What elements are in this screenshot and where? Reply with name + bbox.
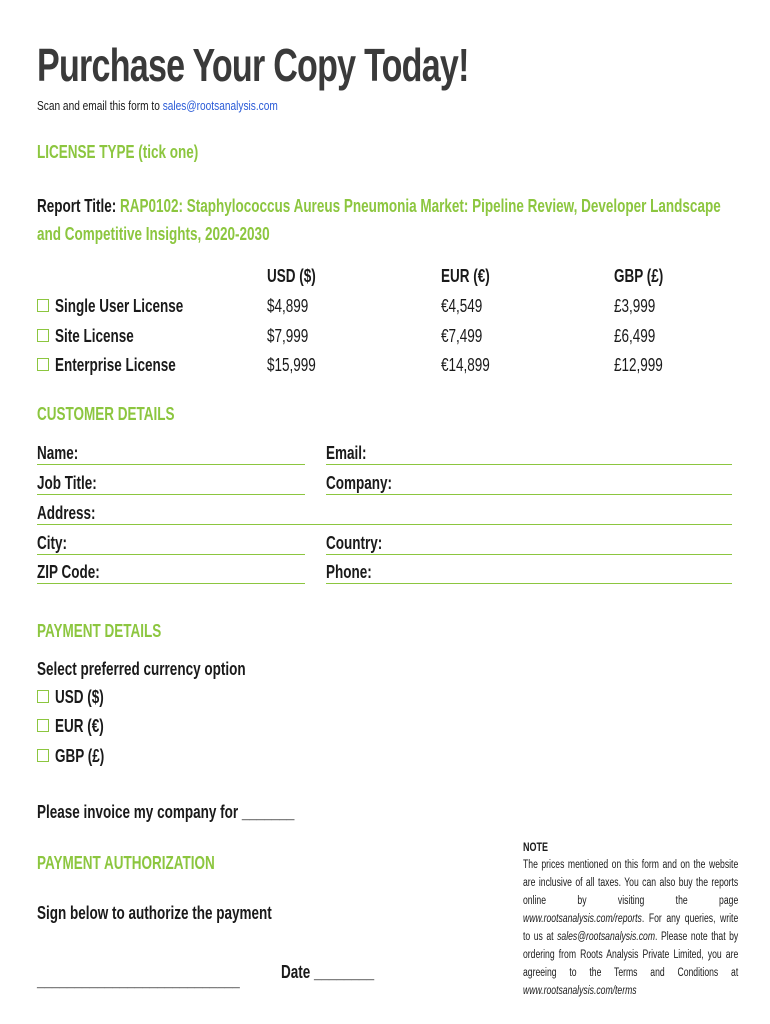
country-field[interactable]: [326, 554, 732, 555]
price-site-usd: $7,999: [267, 326, 309, 346]
price-enterprise-gbp: £12,999: [614, 355, 663, 375]
price-single-gbp: £3,999: [614, 296, 656, 316]
price-single-usd: $4,899: [267, 296, 309, 316]
company-label: Company:: [326, 473, 393, 493]
phone-label: Phone:: [326, 562, 372, 582]
terms-link[interactable]: www.rootsanalysis.com/terms: [523, 985, 637, 997]
license-section-title: LICENSE TYPE (tick one): [37, 142, 199, 162]
license-row-single[interactable]: Single User License: [37, 296, 226, 324]
checkbox-site-license[interactable]: [37, 329, 49, 342]
city-field[interactable]: [37, 554, 305, 555]
col-usd-header: USD ($): [267, 266, 316, 286]
city-label: City:: [37, 533, 67, 553]
address-label: Address:: [37, 503, 96, 523]
currency-option-eur[interactable]: EUR (€): [37, 716, 120, 737]
email-field[interactable]: [326, 464, 732, 465]
zip-label: ZIP Code:: [37, 562, 100, 582]
checkbox-gbp[interactable]: [37, 749, 49, 762]
note-email-link[interactable]: sales@rootsanalysis.com: [557, 931, 656, 943]
authorization-section-title: PAYMENT AUTHORIZATION: [37, 853, 215, 873]
license-row-enterprise[interactable]: Enterprise License: [37, 355, 216, 383]
sign-instruction: Sign below to authorize the payment: [37, 903, 272, 923]
date-field[interactable]: Date ________: [281, 962, 375, 982]
note-box: [523, 838, 738, 1000]
reports-link[interactable]: www.rootsanalysis.com/reports: [523, 913, 642, 925]
zip-field[interactable]: [37, 583, 305, 584]
address-field[interactable]: [37, 524, 732, 525]
name-field[interactable]: [37, 464, 305, 465]
email-label: Email:: [326, 443, 367, 463]
company-field[interactable]: [326, 494, 732, 495]
sales-email-link[interactable]: sales@rootsanalysis.com: [162, 98, 278, 113]
price-site-eur: €7,499: [441, 326, 483, 346]
invoice-text: Please invoice my company for _______: [37, 802, 295, 822]
phone-field[interactable]: [326, 583, 732, 584]
currency-option-gbp[interactable]: GBP (£): [37, 746, 121, 767]
price-enterprise-eur: €14,899: [441, 355, 490, 375]
payment-section-title: PAYMENT DETAILS: [37, 621, 162, 641]
col-eur-header: EUR (€): [441, 266, 490, 286]
note-text: The prices mentioned on this form and on the website are inclusive of all taxes. You can also buy the reports online by visiting the page www.rootsanalysis.com/reports. For any queries, write to us at sales@rootsanalysis.com. Please note that by ordering from Roots Analysis Private Limited, you are agreeing to the Terms and Conditions at www.rootsanalysis.com/terms: [523, 859, 739, 997]
price-enterprise-usd: $15,999: [267, 355, 316, 375]
page-subtitle: Scan and email this form to sales@rootsanalysis.com: [37, 98, 278, 113]
customer-section-title: CUSTOMER DETAILS: [37, 404, 175, 424]
name-label: Name:: [37, 443, 79, 463]
price-single-eur: €4,549: [441, 296, 483, 316]
note-title: NOTE: [523, 840, 549, 854]
signature-line[interactable]: ___________________________: [37, 970, 240, 990]
checkbox-usd[interactable]: [37, 690, 49, 703]
currency-prompt: Select preferred currency option: [37, 659, 246, 679]
country-label: Country:: [326, 533, 383, 553]
price-site-gbp: £6,499: [614, 326, 656, 346]
col-gbp-header: GBP (£): [614, 266, 664, 286]
job-title-label: Job Title:: [37, 473, 97, 493]
checkbox-single-user-license[interactable]: [37, 299, 49, 312]
report-title: Report Title: RAP0102: Staphylococcus Aureus Pneumonia Market: Pipeline Review, Developer Landscape and Competitive Insights, 2020-2030: [37, 196, 721, 244]
page-title: Purchase Your Copy Today!: [37, 39, 469, 91]
checkbox-eur[interactable]: [37, 719, 49, 732]
job-title-field[interactable]: [37, 494, 305, 495]
checkbox-enterprise-license[interactable]: [37, 358, 49, 371]
currency-option-usd[interactable]: USD ($): [37, 687, 120, 708]
license-row-site[interactable]: Site License: [37, 326, 160, 354]
